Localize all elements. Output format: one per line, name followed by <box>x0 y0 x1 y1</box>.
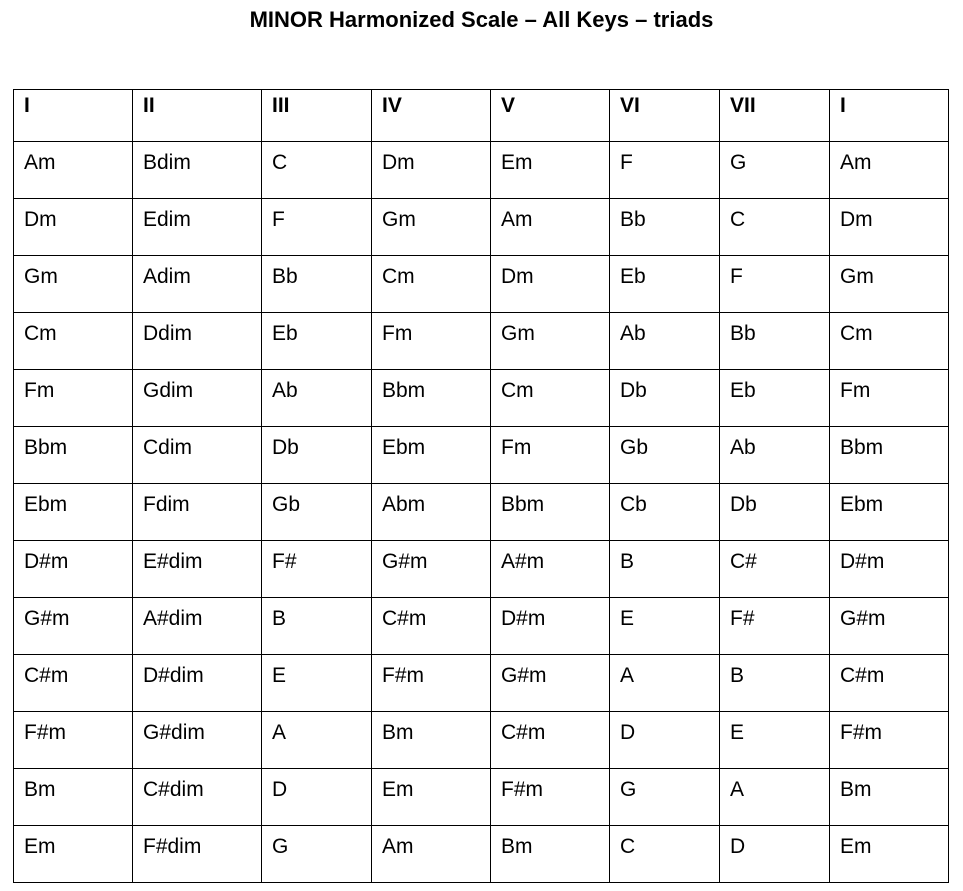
table-row <box>14 826 949 883</box>
chord-cell: Dm <box>830 199 949 256</box>
chord-cell: Gdim <box>133 370 262 427</box>
chord-cell: Ebm <box>14 484 133 541</box>
column-header-degree: V <box>491 90 610 142</box>
chord-cell: Db <box>610 370 720 427</box>
chord-cell: Cm <box>14 313 133 370</box>
chord-cell: Eb <box>610 256 720 313</box>
chord-cell: Gm <box>14 256 133 313</box>
chord-cell: C#m <box>14 655 133 712</box>
chord-cell: F <box>720 256 830 313</box>
chord-cell: Ab <box>610 313 720 370</box>
table-body <box>14 142 949 883</box>
chord-cell: F# <box>720 598 830 655</box>
chord-cell: A#m <box>491 541 610 598</box>
chord-cell: B <box>610 541 720 598</box>
chord-cell: Gm <box>830 256 949 313</box>
chord-cell: C <box>262 142 372 199</box>
chord-cell: Em <box>830 826 949 883</box>
chord-cell: Bbm <box>14 427 133 484</box>
chord-cell: A <box>720 769 830 826</box>
harmonized-scale-table <box>13 89 949 883</box>
chord-cell: F#m <box>14 712 133 769</box>
chord-cell: E <box>262 655 372 712</box>
chord-cell: C#m <box>830 655 949 712</box>
chord-cell: Dm <box>491 256 610 313</box>
chord-cell: F#m <box>830 712 949 769</box>
chord-cell: Gb <box>610 427 720 484</box>
table-row <box>14 256 949 313</box>
table-row <box>14 655 949 712</box>
chord-cell: Am <box>14 142 133 199</box>
chord-cell: G#m <box>830 598 949 655</box>
chord-cell: Adim <box>133 256 262 313</box>
chord-cell: D <box>720 826 830 883</box>
chord-cell: B <box>262 598 372 655</box>
chord-cell: C <box>720 199 830 256</box>
chord-cell: G <box>610 769 720 826</box>
chord-cell: Ebm <box>372 427 491 484</box>
chord-cell: C#m <box>372 598 491 655</box>
chord-cell: Fm <box>14 370 133 427</box>
chord-cell: Em <box>14 826 133 883</box>
table-row <box>14 313 949 370</box>
chord-cell: Dm <box>14 199 133 256</box>
column-header-degree: I <box>14 90 133 142</box>
chord-cell: Bbm <box>372 370 491 427</box>
document-title: MINOR Harmonized Scale – All Keys – triads <box>249 7 714 32</box>
chord-cell: G <box>262 826 372 883</box>
chord-cell: Bb <box>720 313 830 370</box>
chord-cell: Bm <box>491 826 610 883</box>
chord-cell: Cdim <box>133 427 262 484</box>
column-header-degree: IV <box>372 90 491 142</box>
table-header-row <box>14 90 949 142</box>
chord-cell: Bb <box>610 199 720 256</box>
chord-cell: Abm <box>372 484 491 541</box>
chord-cell: D#dim <box>133 655 262 712</box>
chord-cell: E <box>720 712 830 769</box>
column-header-degree: VI <box>610 90 720 142</box>
chord-cell: Cb <box>610 484 720 541</box>
chord-cell: Eb <box>262 313 372 370</box>
chord-cell: D <box>262 769 372 826</box>
chord-cell: Cm <box>830 313 949 370</box>
chord-cell: E#dim <box>133 541 262 598</box>
table-row <box>14 199 949 256</box>
chord-cell: Bb <box>262 256 372 313</box>
table-row <box>14 541 949 598</box>
chord-cell: Dm <box>372 142 491 199</box>
chord-cell: F <box>262 199 372 256</box>
chord-cell: B <box>720 655 830 712</box>
column-header-degree: I <box>830 90 949 142</box>
chord-cell: D#m <box>14 541 133 598</box>
chord-cell: D#m <box>491 598 610 655</box>
chord-cell: G#m <box>14 598 133 655</box>
chord-cell: Bm <box>372 712 491 769</box>
chord-cell: F <box>610 142 720 199</box>
chord-cell: Eb <box>720 370 830 427</box>
chord-cell: C#dim <box>133 769 262 826</box>
table-row <box>14 142 949 199</box>
chord-cell: Gm <box>372 199 491 256</box>
table-row <box>14 769 949 826</box>
chord-cell: D <box>610 712 720 769</box>
chord-cell: C#m <box>491 712 610 769</box>
chord-cell: G#m <box>372 541 491 598</box>
chord-cell: Bbm <box>830 427 949 484</box>
chord-cell: Db <box>262 427 372 484</box>
chord-cell: F#dim <box>133 826 262 883</box>
chord-cell: Gb <box>262 484 372 541</box>
chord-cell: Em <box>491 142 610 199</box>
chord-cell: Ab <box>262 370 372 427</box>
table-row <box>14 712 949 769</box>
chord-cell: Fm <box>372 313 491 370</box>
table-row <box>14 427 949 484</box>
chord-cell: Bm <box>830 769 949 826</box>
chord-cell: Em <box>372 769 491 826</box>
chord-cell: Db <box>720 484 830 541</box>
chord-cell: A <box>262 712 372 769</box>
chord-cell: Cm <box>491 370 610 427</box>
chord-cell: Fdim <box>133 484 262 541</box>
chord-cell: Gm <box>491 313 610 370</box>
chord-cell: Bbm <box>491 484 610 541</box>
chord-cell: Am <box>830 142 949 199</box>
chord-cell: E <box>610 598 720 655</box>
chord-cell: Ebm <box>830 484 949 541</box>
chord-cell: G#m <box>491 655 610 712</box>
chord-cell: C <box>610 826 720 883</box>
chord-cell: G#dim <box>133 712 262 769</box>
chord-cell: Am <box>372 826 491 883</box>
chord-cell: Fm <box>491 427 610 484</box>
chord-cell: Edim <box>133 199 262 256</box>
chord-cell: Bm <box>14 769 133 826</box>
table-row <box>14 598 949 655</box>
column-header-degree: II <box>133 90 262 142</box>
chord-cell: Ab <box>720 427 830 484</box>
chord-cell: A#dim <box>133 598 262 655</box>
chord-cell: A <box>610 655 720 712</box>
column-header-degree: VII <box>720 90 830 142</box>
chord-cell: Fm <box>830 370 949 427</box>
chord-cell: F# <box>262 541 372 598</box>
chord-cell: F#m <box>372 655 491 712</box>
chord-cell: Ddim <box>133 313 262 370</box>
chord-cell: Cm <box>372 256 491 313</box>
chord-cell: G <box>720 142 830 199</box>
chord-cell: C# <box>720 541 830 598</box>
chord-cell: F#m <box>491 769 610 826</box>
chord-cell: Am <box>491 199 610 256</box>
table-row <box>14 370 949 427</box>
column-header-degree: III <box>262 90 372 142</box>
chord-cell: Bdim <box>133 142 262 199</box>
chord-cell: D#m <box>830 541 949 598</box>
table-row <box>14 484 949 541</box>
